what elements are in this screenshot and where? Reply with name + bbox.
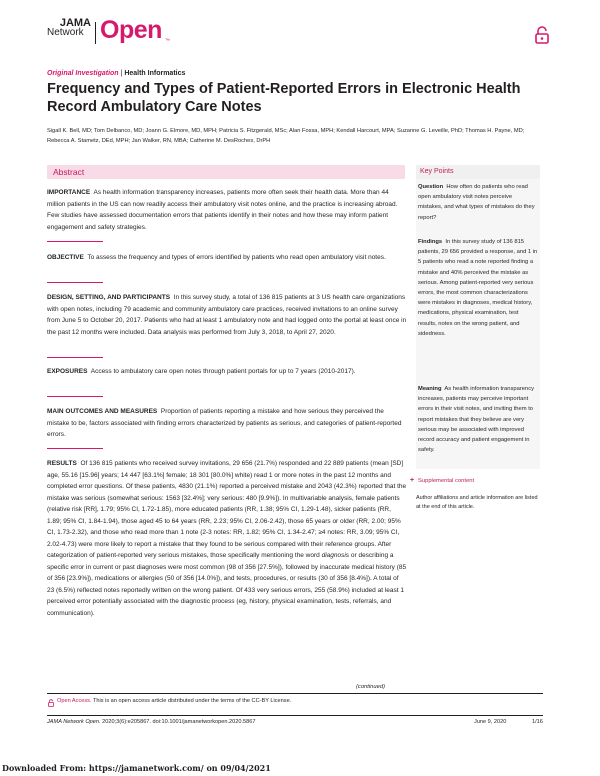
question-label: Question [418, 184, 444, 190]
abstract-exposures [47, 366, 407, 378]
abstract-outcomes [47, 406, 407, 441]
abstract-objective [47, 252, 407, 264]
outcomes-label: MAIN OUTCOMES AND MEASURES [47, 408, 158, 415]
abstract-importance [47, 187, 407, 233]
exposures-label: EXPOSURES [47, 368, 88, 375]
abstract-results [47, 458, 407, 619]
findings-text: In this survey study of 136 815 patients, 29 656 provided a response, and 1 in 5 patients who read a note reported finding a mistake and 40% perceived the mistake as serious. Among patient-reported very serious errors, the most common characterizations were mistakes in diagnoses, medical history, medications, physical examination, test results, notes on the wrong patient, and sidedness. [418, 239, 538, 337]
article-title: Frequency and Types of Patient-Reported Errors in Electronic Health Record Ambulatory Care Notes [47, 81, 521, 115]
logo-trademark: ™ [165, 38, 170, 44]
open-access-statement [57, 698, 291, 704]
key-point-meaning [418, 384, 538, 455]
section-divider [47, 241, 103, 242]
results-italic-term: diagnosis [321, 552, 350, 559]
key-point-findings [418, 237, 538, 339]
affiliations-note: Author affiliations and article information are listed at the end of this article. [416, 495, 538, 510]
importance-label: IMPORTANCE [47, 189, 91, 196]
key-points-body [416, 179, 540, 469]
continued-note: (continued) [356, 684, 386, 690]
footer-date: June 9, 2020 [474, 719, 507, 725]
footer-citation [47, 719, 255, 725]
outcomes-text: Proportion of patients reporting a mistake and how serious they perceived the mistake to be, factors associated with finding errors characterized by patients as serious, and categories of patient-reported errors. [47, 408, 402, 438]
open-access-lock-icon [535, 26, 549, 44]
section-divider [47, 357, 103, 358]
open-access-rule [47, 693, 543, 694]
meaning-text: As health information transparency increases, patients may perceive important errors in their visit notes, and inviting them to report mistakes that they believe are very serious may be associated with improved record accuracy and patient engagement in safety. [418, 386, 534, 454]
section-divider [47, 282, 103, 283]
exposures-text: Access to ambulatory care open notes through patient portals for up to 7 years (2010-2017). [90, 368, 356, 375]
logo-divider [95, 22, 96, 44]
abstract-heading-bar [47, 165, 405, 179]
article-section: Health Informatics [124, 70, 186, 77]
section-divider [47, 448, 103, 449]
key-points-box [416, 165, 540, 469]
logo-open-text: Open [100, 16, 162, 44]
footer-rule [47, 715, 543, 716]
key-points-heading: Key Points [420, 168, 454, 175]
article-type: Original Investigation [47, 70, 119, 77]
importance-text: As health information transparency increases, patients more often seek their health data. More than 44 million patients in the US can now readily access their ambulatory visit notes online, and the practice is increasing abroad. Few studies have assessed documentation errors that patients identify in their notes and how these may inform patient engagement and safety strategies. [47, 189, 398, 231]
supplemental-content-link[interactable]: Supplemental content [418, 478, 475, 484]
footer-citation-text[interactable]: 2020;3(6):e205867. doi:10.1001/jamanetworkopen.2020.5867 [102, 719, 256, 725]
results-label: RESULTS [47, 460, 77, 467]
meaning-label: Meaning [418, 386, 442, 392]
results-text-b: or describing a specific error in current or past diagnoses were most common (98 of 356 [27.5%]), followed by inaccurate medical history (85 of 356 [23.9%]), medications or allergies (50 of 356 [14.0%]), and tests, procedures, or results (30 of 356 [8.4%]). A total of 23 (6.5%) reflected notes reportedly written on the wrong patient. Of 433 very serious errors, 255 (58.9%) included at least 1 perceived error potentially associated with the diagnostic process (eg, history, physical examination, tests, referrals, and communication). [47, 552, 407, 617]
article-kicker [47, 70, 185, 77]
open-access-icon [48, 699, 54, 707]
findings-label: Findings [418, 239, 443, 245]
results-text-a: Of 136 815 patients who received survey invitations, 29 656 (21.7%) responded and 22 889 patients (mean [SD] age, 55.16 [15.96] years; 14 447 [63.1%] female; 18 301 [80.0%] white) read 1 or more notes in the past 12 months and completed error questions. Of these patients, 4830 (21.1%) reported a perceived mistake and 2043 (42.3%) reported that the mistake was serious (somewhat serious: 1563 [32.4%]; very serious: 480 [9.9%]). In multivariable analysis, female patients (relative risk [RR], 1.79; 95% CI, 1.72-1.85), more educated patients (RR, 1.38; 95% CI, 1.29-1.48), sicker patients (RR, 1.89; 95% CI, 1.84-1.94), those aged 45 to 64 years (RR, 2.23; 95% CI, 2.06-2.42), those 65 years or older (RR, 2.00; 95% CI, 1.73-2.32), and those who read more than 1 note (2-3 notes: RR, 1.82; 95% CI, 1.34-2.47; ≥4 notes: RR, 3.09; 95% CI, 2.02-4.73) were more likely to report a mistake that they found to be serious compared with their reference groups. After categorization of patient-reported very serious mistakes, those specifically mentioning the word [47, 460, 407, 559]
objective-label: OBJECTIVE [47, 254, 84, 261]
kicker-separator: | [120, 70, 123, 77]
author-list: Sigall K. Bell, MD; Tom Delbanco, MD; Joann G. Elmore, MD, MPH; Patricia S. Fitzgerald, MSc; Alan Fossa, MPH; Kendall Harcourt, MPA; Suzanne G. Leveille, PhD; Thomas H. Payne, MD; Rebecca A. Stametz, DEd, MPH; Jan Walker, RN, MBA; Catherine M. DesRoches, DrPH [47, 128, 525, 144]
open-access-text: This is an open access article distributed under the terms of the CC-BY License. [92, 698, 292, 704]
supplemental-plus-icon[interactable]: + [410, 477, 415, 484]
key-point-question [418, 182, 538, 223]
objective-text: To assess the frequency and types of errors identified by patients who read open ambulatory visit notes. [87, 254, 386, 261]
design-label: DESIGN, SETTING, AND PARTICIPANTS [47, 294, 171, 301]
footer-journal: JAMA Network Open. [47, 719, 101, 725]
download-watermark: Downloaded From: https://jamanetwork.com/ on 09/04/2021 [2, 763, 271, 773]
logo-jama-text: JAMA [59, 17, 91, 29]
open-access-label: Open Access. [57, 698, 92, 704]
key-points-heading-bar [416, 165, 540, 179]
jama-network-logo [47, 18, 91, 38]
section-divider [47, 396, 103, 397]
abstract-heading: Abstract [53, 167, 85, 177]
question-text: How often do patients who read open ambulatory visit notes perceive mistakes, and what types of mistakes do they report? [418, 184, 535, 221]
design-text: In this survey study, a total of 136 815 patients at 3 US health care organizations with open notes, including 79 academic and community ambulatory care practices, received invitations to an online survey from June 5 to October 20, 2017. Patients who had at least 1 ambulatory note and had logged onto the portal at least once in the past 12 months were included. Data analysis was performed from July 3, 2018, to April 27, 2020. [47, 294, 407, 336]
abstract-design [47, 292, 407, 338]
logo-network-text: Network [47, 27, 84, 38]
footer-page-number: 1/16 [532, 719, 543, 725]
